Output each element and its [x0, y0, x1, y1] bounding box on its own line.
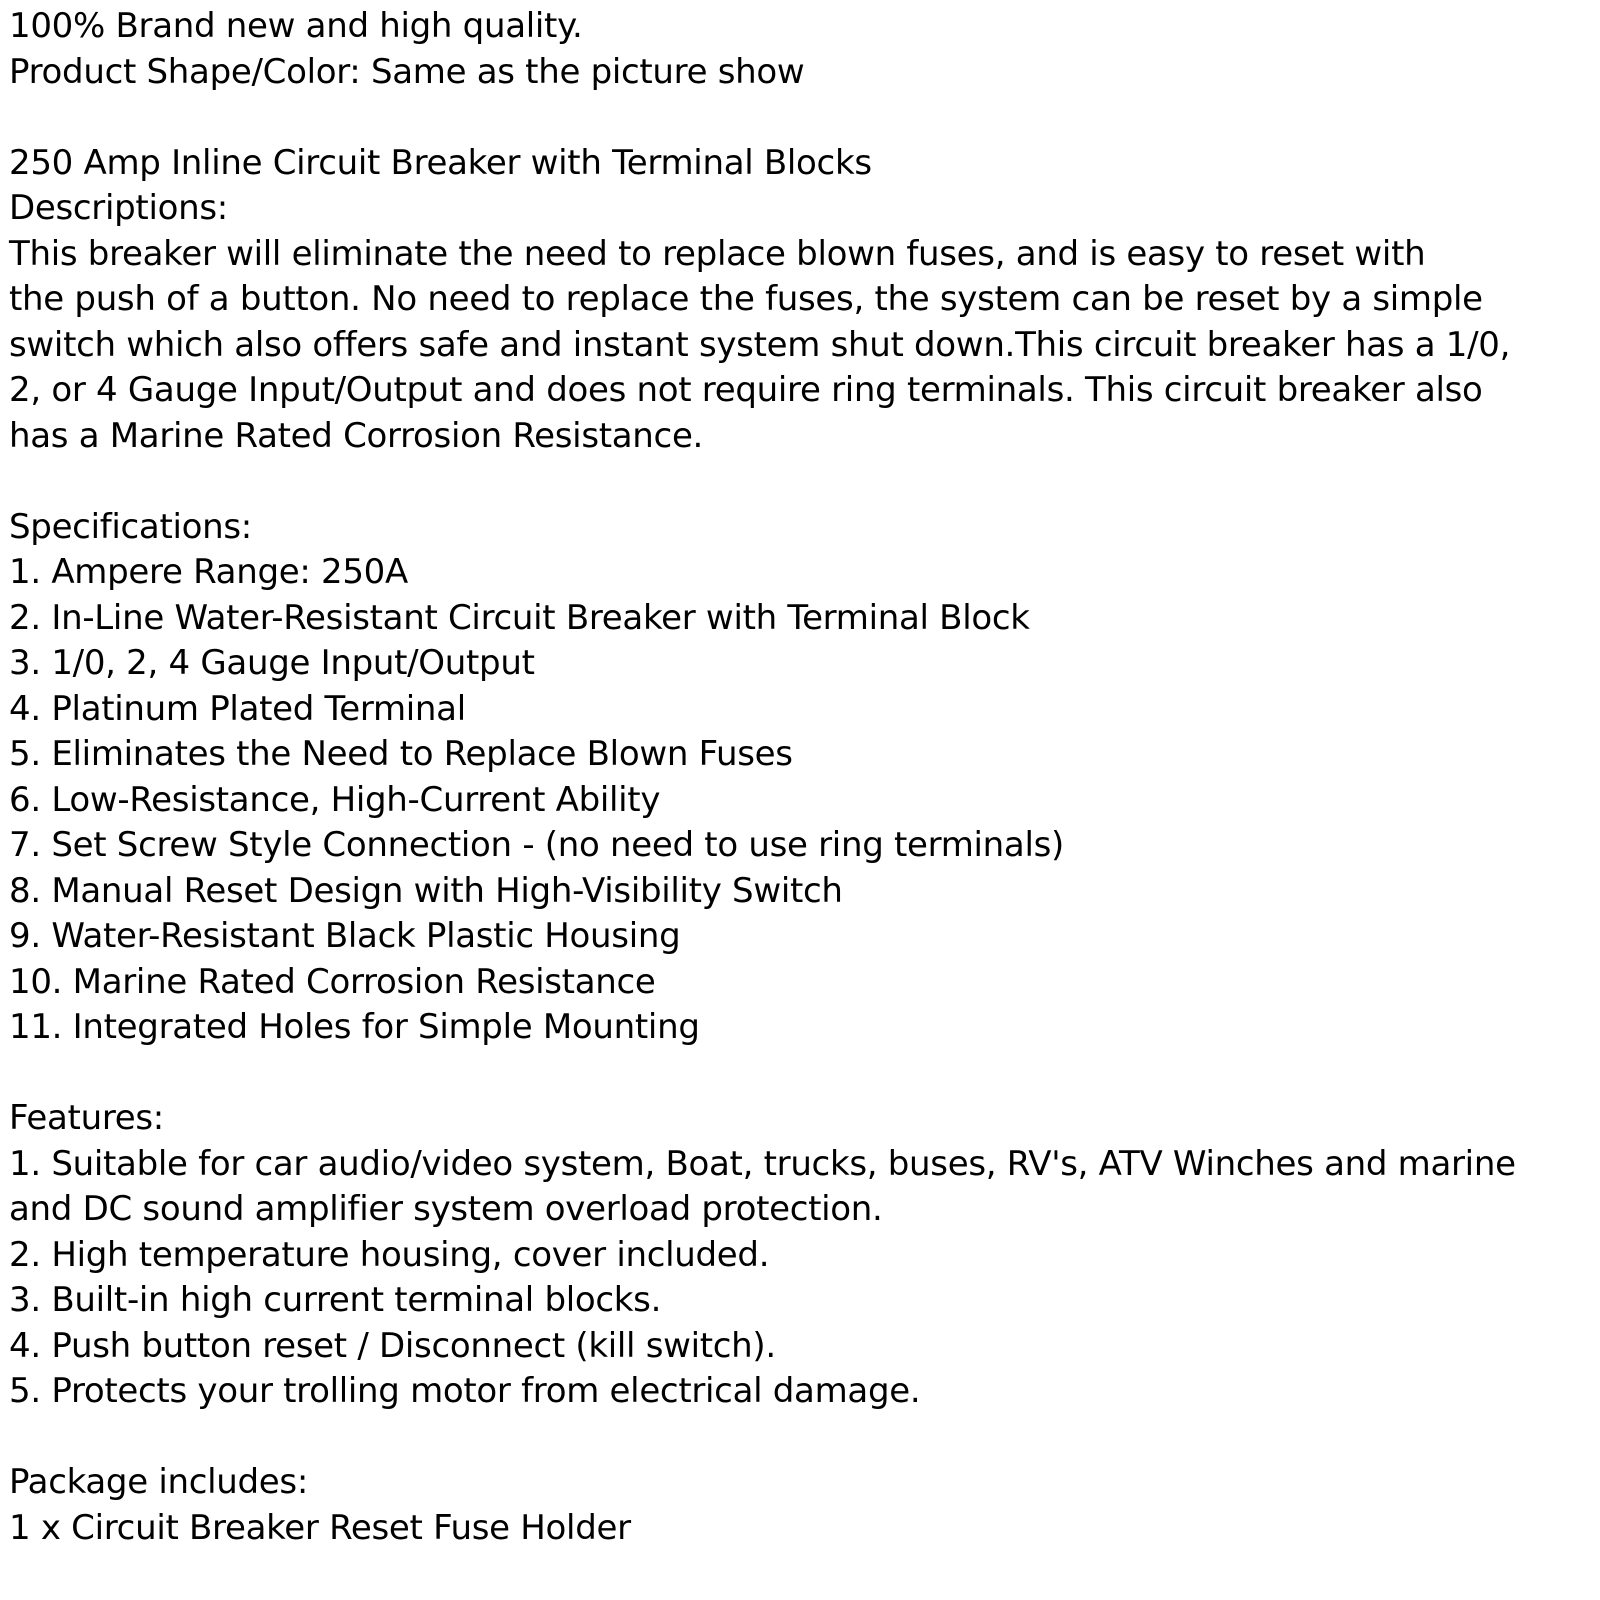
descriptions-heading: Descriptions:	[9, 188, 228, 228]
spec-item: 1. Ampere Range: 250A	[9, 552, 408, 592]
feature-line: 4. Push button reset / Disconnect (kill switch).	[9, 1325, 776, 1366]
spacer	[9, 1051, 1594, 1097]
spec-item: 8. Manual Reset Design with High-Visibility Switch	[9, 870, 843, 911]
features-heading: Features:	[9, 1098, 164, 1138]
spec-item: 2. In-Line Water-Resistant Circuit Breaker with Terminal Block	[9, 597, 1030, 638]
spec-item: 3. 1/0, 2, 4 Gauge Input/Output	[9, 643, 535, 683]
spec-item: 6. Low-Resistance, High-Current Ability	[9, 779, 661, 820]
feature-line: 3. Built-in high current terminal blocks.	[9, 1280, 662, 1320]
feature-line: and DC sound amplifier system overload protection.	[9, 1189, 883, 1229]
quality-line: 100% Brand new and high quality.	[9, 6, 583, 46]
product-title: 250 Amp Inline Circuit Breaker with Terminal Blocks	[9, 142, 872, 183]
spec-item: 7. Set Screw Style Connection - (no need to use ring terminals)	[9, 825, 1064, 865]
feature-line: 1. Suitable for car audio/video system, Boat, trucks, buses, RV's, ATV Winches and marine	[9, 1143, 1516, 1184]
spacer	[9, 459, 1594, 505]
specifications-heading: Specifications:	[9, 506, 252, 547]
feature-line: 2. High temperature housing, cover included.	[9, 1234, 770, 1275]
shape-color-line: Product Shape/Color: Same as the picture show	[9, 51, 805, 92]
spec-item: 9. Water-Resistant Black Plastic Housing	[9, 916, 681, 956]
package-item: 1 x Circuit Breaker Reset Fuse Holder	[9, 1507, 631, 1548]
description-line: has a Marine Rated Corrosion Resistance.	[9, 415, 704, 456]
spacer	[9, 95, 1594, 141]
description-line: 2, or 4 Gauge Input/Output and does not require ring terminals. This circuit breaker also	[9, 370, 1483, 410]
description-line: This breaker will eliminate the need to replace blown fuses, and is easy to reset with	[9, 233, 1426, 274]
package-heading: Package includes:	[9, 1462, 308, 1502]
spec-item: 4. Platinum Plated Terminal	[9, 688, 466, 729]
spacer	[9, 1415, 1594, 1461]
spec-item: 5. Eliminates the Need to Replace Blown Fuses	[9, 734, 793, 774]
spec-item: 11. Integrated Holes for Simple Mounting	[9, 1007, 700, 1047]
product-description-document	[9, 4, 1594, 1551]
feature-line: 5. Protects your trolling motor from electrical damage.	[9, 1371, 921, 1411]
description-line: the push of a button. No need to replace the fuses, the system can be reset by a simple	[9, 279, 1483, 319]
spec-item: 10. Marine Rated Corrosion Resistance	[9, 961, 656, 1002]
description-line: switch which also offers safe and instant system shut down.This circuit breaker has a 1/0,	[9, 324, 1511, 365]
